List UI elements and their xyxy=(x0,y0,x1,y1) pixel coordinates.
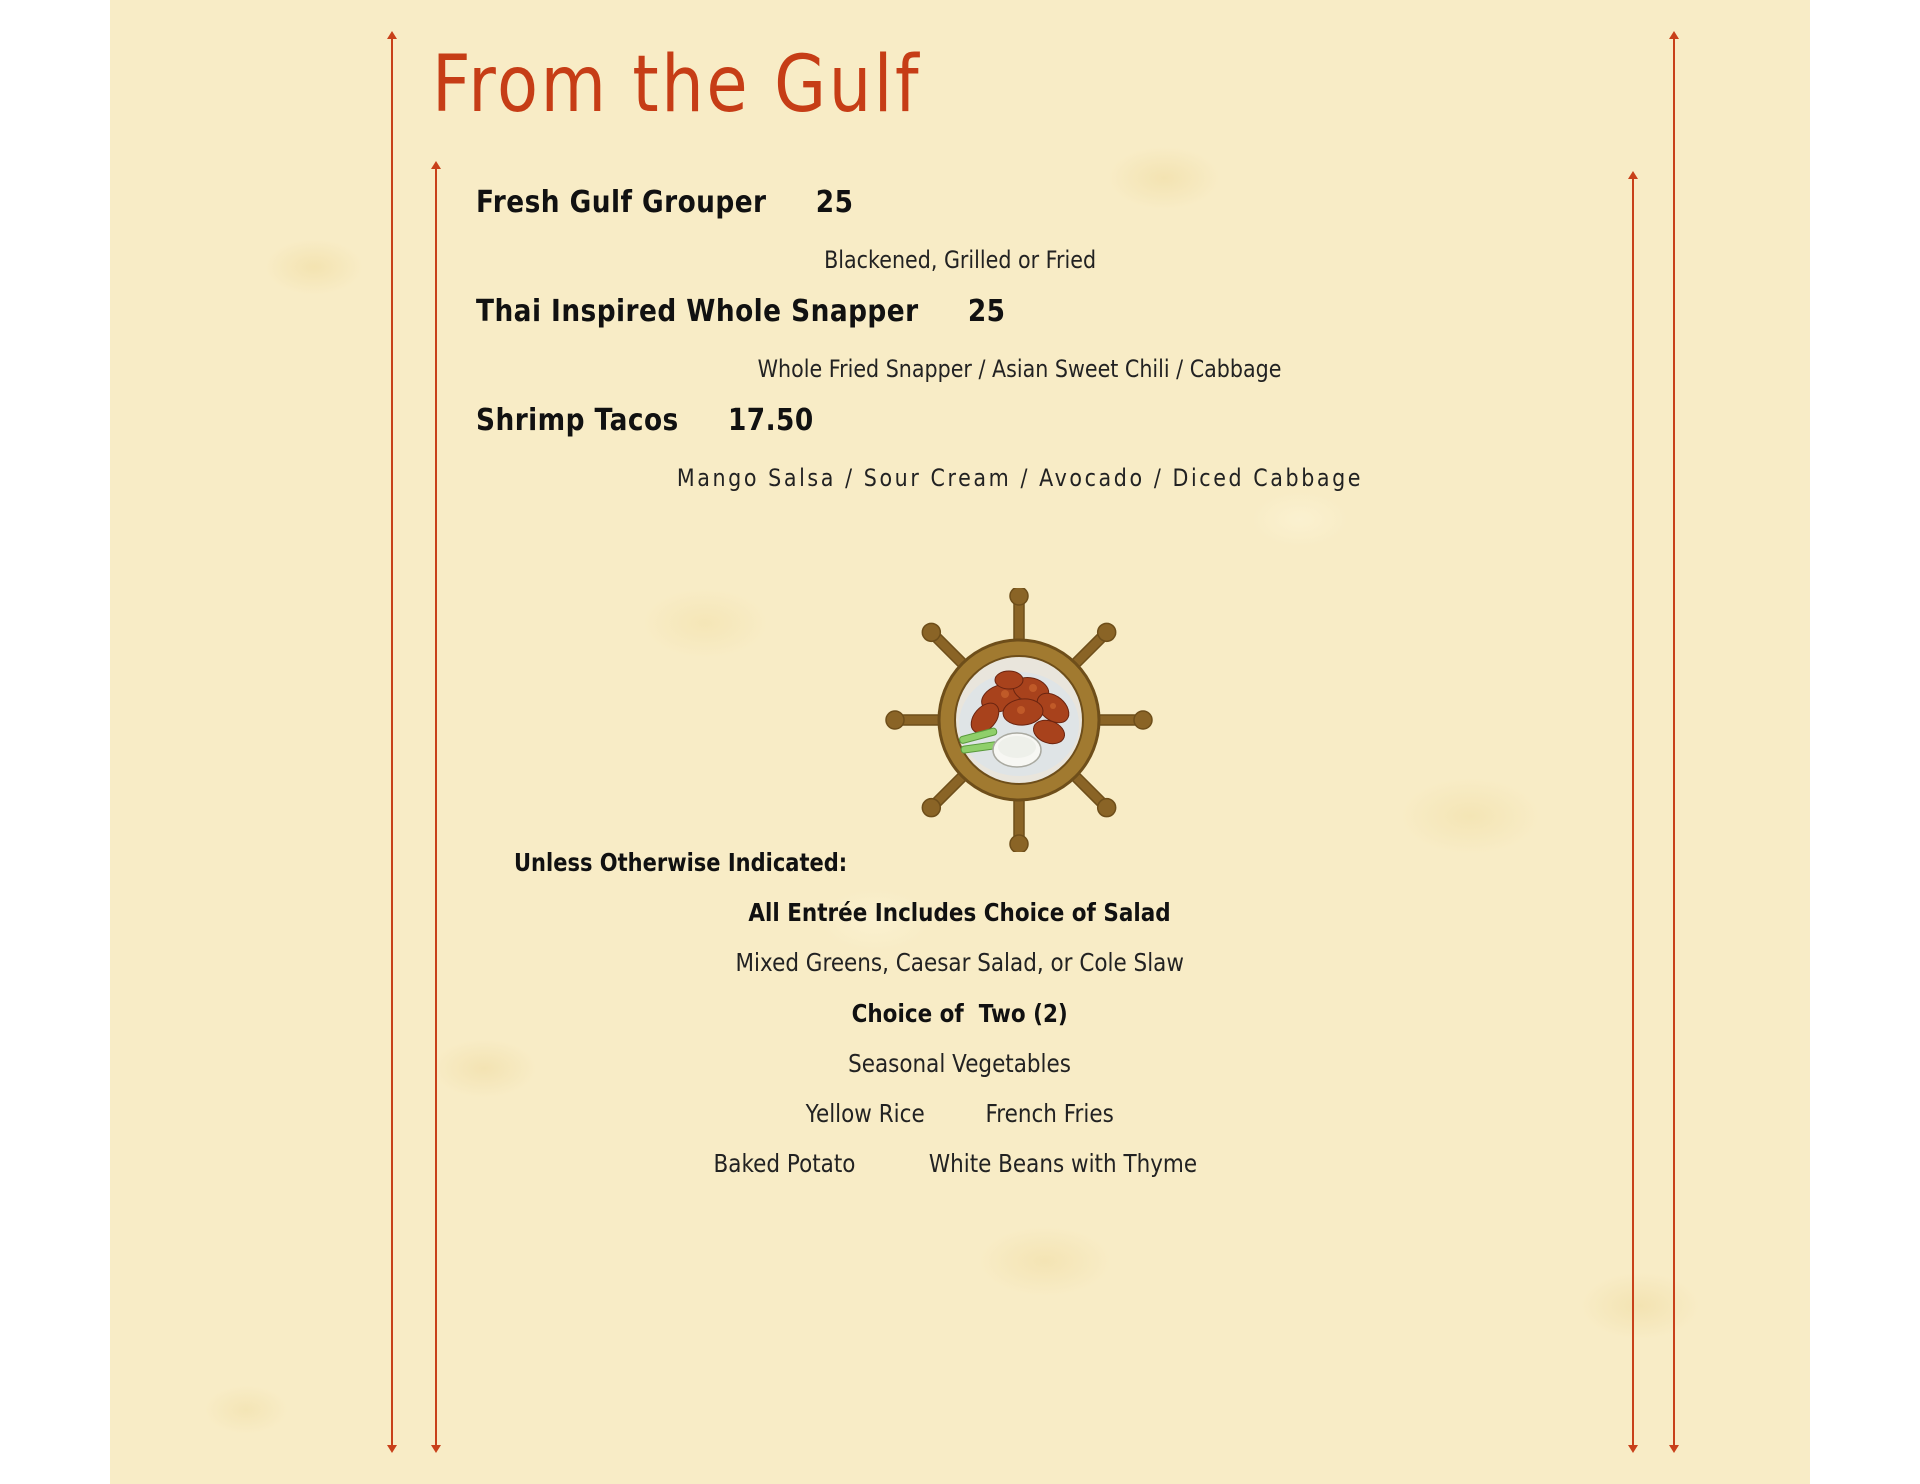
item-name: Thai Inspired Whole Snapper xyxy=(476,294,919,329)
side-option: White Beans with Thyme xyxy=(928,1149,1197,1178)
menu-item-name xyxy=(476,294,1005,329)
item-description: Blackened, Grilled or Fried xyxy=(824,246,1096,274)
menu-item-name xyxy=(476,403,814,438)
salad-options-text: Mixed Greens, Caesar Salad, or Cole Slaw xyxy=(735,948,1185,977)
salad-options xyxy=(0,948,1920,977)
side-option: French Fries xyxy=(984,1099,1114,1128)
ship-wheel-icon xyxy=(884,588,1154,852)
item-price: 25 xyxy=(967,294,1006,329)
menu-item-description xyxy=(0,246,1920,274)
item-name: Fresh Gulf Grouper xyxy=(476,185,767,220)
side-option: Baked Potato xyxy=(713,1149,855,1178)
item-description: Mango Salsa / Sour Cream / Avocado / Diced Cabbage xyxy=(676,464,1364,492)
notes-heading: Unless Otherwise Indicated: xyxy=(514,848,848,877)
sides-heading xyxy=(0,999,1920,1028)
item-name: Shrimp Tacos xyxy=(476,403,679,438)
menu-item-description xyxy=(0,355,1920,383)
item-price: 17.50 xyxy=(727,403,814,438)
salad-heading xyxy=(0,898,1920,927)
menu-section-title: From the Gulf xyxy=(432,40,922,130)
side-option: Yellow Rice xyxy=(805,1099,925,1128)
sides-row xyxy=(0,1099,1920,1128)
salad-heading-text: All Entrée Includes Choice of Salad xyxy=(748,898,1172,927)
sides-row xyxy=(0,1149,1920,1178)
menu-item-name xyxy=(476,185,853,220)
menu-item-description xyxy=(0,464,1920,492)
item-price: 25 xyxy=(815,185,854,220)
side-option: Seasonal Vegetables xyxy=(848,1049,1072,1078)
item-description: Whole Fried Snapper / Asian Sweet Chili / Cabbage xyxy=(758,355,1282,383)
sides-row xyxy=(0,1049,1920,1078)
sides-heading-text: Choice of Two (2) xyxy=(851,999,1069,1028)
